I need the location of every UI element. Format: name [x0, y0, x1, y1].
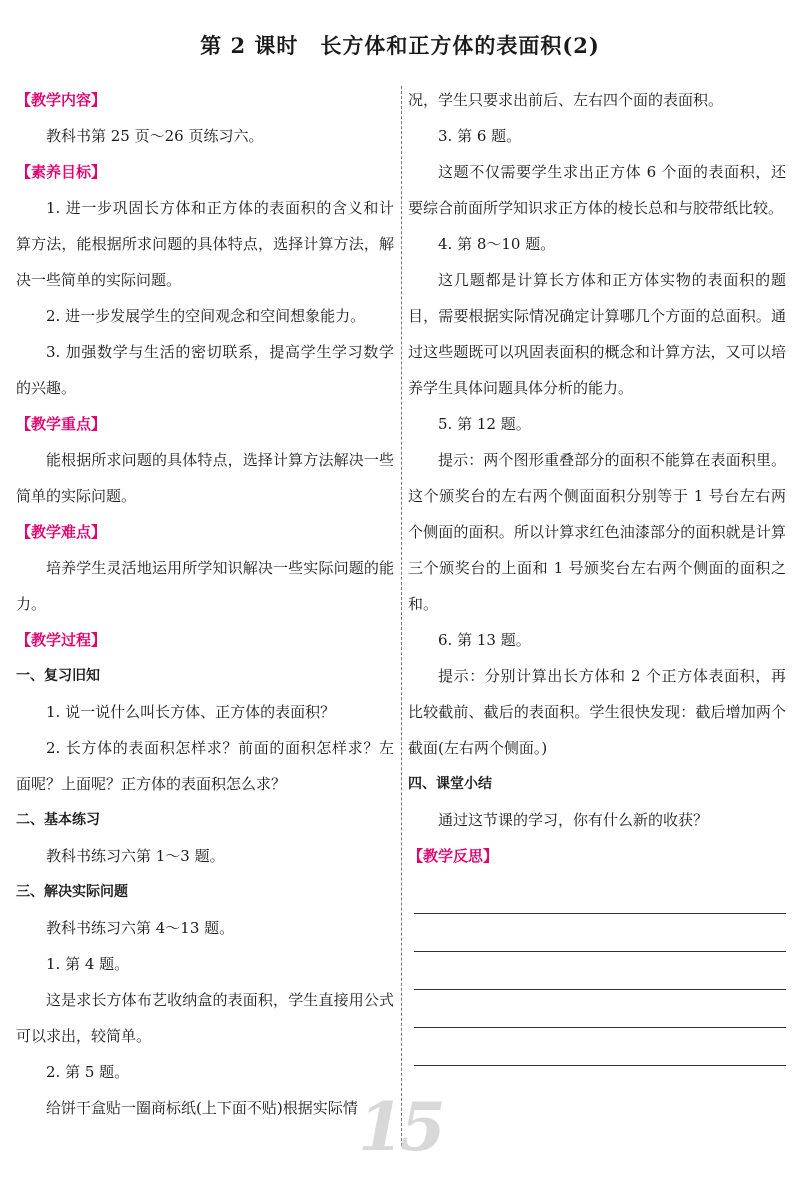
- writing-line[interactable]: [414, 952, 786, 990]
- question-5-label: 2. 第 5 题。: [46, 1063, 130, 1081]
- writing-line[interactable]: [414, 876, 786, 914]
- question-12-text: 提示：两个图形重叠部分的面积不能算在表面积里。这个颁奖台的左右两个侧面面积分别等于 1 号台左右两个侧面的面积。所以计算求红色油漆部分的面积就是计算三个颁奖台的上面和 1 号颁奖台左右两个侧面的面积之和。: [408, 451, 786, 613]
- section-basic-practice-title: 二、基本练习: [16, 812, 100, 828]
- question-13-label: 6. 第 13 题。: [438, 631, 531, 649]
- question-8-10-label: 4. 第 8～10 题。: [438, 235, 556, 253]
- key-points-text: 能根据所求问题的具体特点，选择计算方法解决一些简单的实际问题。: [16, 451, 394, 505]
- goal-3: 3. 加强数学与生活的密切联系，提高学生学习数学的兴趣。: [16, 343, 394, 397]
- question-4-text: 这是求长方体布艺收纳盒的表面积，学生直接用公式可以求出，较简单。: [16, 991, 394, 1045]
- question-8-10-text: 这几题都是计算长方体和正方体实物的表面积的题目，需要根据实际情况确定计算哪几个方面的总面积。通过这些题既可以巩固表面积的概念和计算方法，又可以培养学生具体问题具体分析的能力。: [408, 271, 786, 397]
- key-points-tag: 【教学重点】: [16, 415, 107, 433]
- teaching-content-text: 教科书第 25 页～26 页练习六。: [46, 127, 264, 145]
- question-4-label: 1. 第 4 题。: [46, 955, 130, 973]
- section-review-title: 一、复习旧知: [16, 668, 100, 684]
- question-12-label: 5. 第 12 题。: [438, 415, 531, 433]
- teaching-content-tag: 【教学内容】: [16, 91, 107, 109]
- difficult-points-tag: 【教学难点】: [16, 523, 107, 541]
- question-5-text-continued: 况，学生只要求出前后、左右四个面的表面积。: [408, 91, 724, 109]
- left-column: [16, 82, 394, 1126]
- goal-2: 2. 进一步发展学生的空间观念和空间想象能力。: [46, 307, 366, 325]
- summary-text: 通过这节课的学习，你有什么新的收获？: [438, 811, 709, 829]
- right-column: [408, 82, 786, 1066]
- practical-problems-text: 教科书练习六第 4～13 题。: [46, 919, 235, 937]
- reflection-writing-area[interactable]: [408, 876, 786, 1066]
- question-6-label: 3. 第 6 题。: [438, 127, 522, 145]
- basic-practice-text: 教科书练习六第 1～3 题。: [46, 847, 225, 865]
- lesson-number: 第 2 课时: [200, 33, 299, 58]
- writing-line[interactable]: [414, 914, 786, 952]
- writing-line[interactable]: [414, 990, 786, 1028]
- section-summary-title: 四、课堂小结: [408, 776, 492, 792]
- difficult-points-text: 培养学生灵活地运用所学知识解决一些实际问题的能力。: [16, 559, 394, 613]
- lesson-topic: 长方体和正方体的表面积(2): [320, 33, 600, 58]
- goal-1: 1. 进一步巩固长方体和正方体的表面积的含义和计算方法，能根据所求问题的具体特点，选择计算方法，解决一些简单的实际问题。: [16, 199, 394, 289]
- column-divider: [401, 86, 402, 1146]
- review-question-1: 1. 说一说什么叫长方体、正方体的表面积？: [46, 703, 336, 721]
- question-13-text: 提示：分别计算出长方体和 2 个正方体表面积，再比较截前、截后的表面积。学生很快发现：截后增加两个截面(左右两个侧面。): [408, 667, 786, 757]
- review-question-2: 2. 长方体的表面积怎样求？前面的面积怎样求？左面呢？上面呢？正方体的表面积怎么求？: [16, 739, 394, 793]
- writing-line[interactable]: [414, 1028, 786, 1066]
- question-6-text: 这题不仅需要学生求出正方体 6 个面的表面积，还要综合前面所学知识求正方体的棱长总和与胶带纸比较。: [408, 163, 786, 217]
- teaching-reflection-tag: 【教学反思】: [408, 847, 499, 865]
- section-practical-problems-title: 三、解决实际问题: [16, 884, 128, 900]
- teaching-process-tag: 【教学过程】: [16, 631, 107, 649]
- page-number: 15: [358, 1088, 442, 1166]
- literacy-goals-tag: 【素养目标】: [16, 163, 107, 181]
- page-title: [0, 30, 800, 60]
- question-5-text: 给饼干盒贴一圈商标纸(上下面不贴)根据实际情: [46, 1099, 358, 1117]
